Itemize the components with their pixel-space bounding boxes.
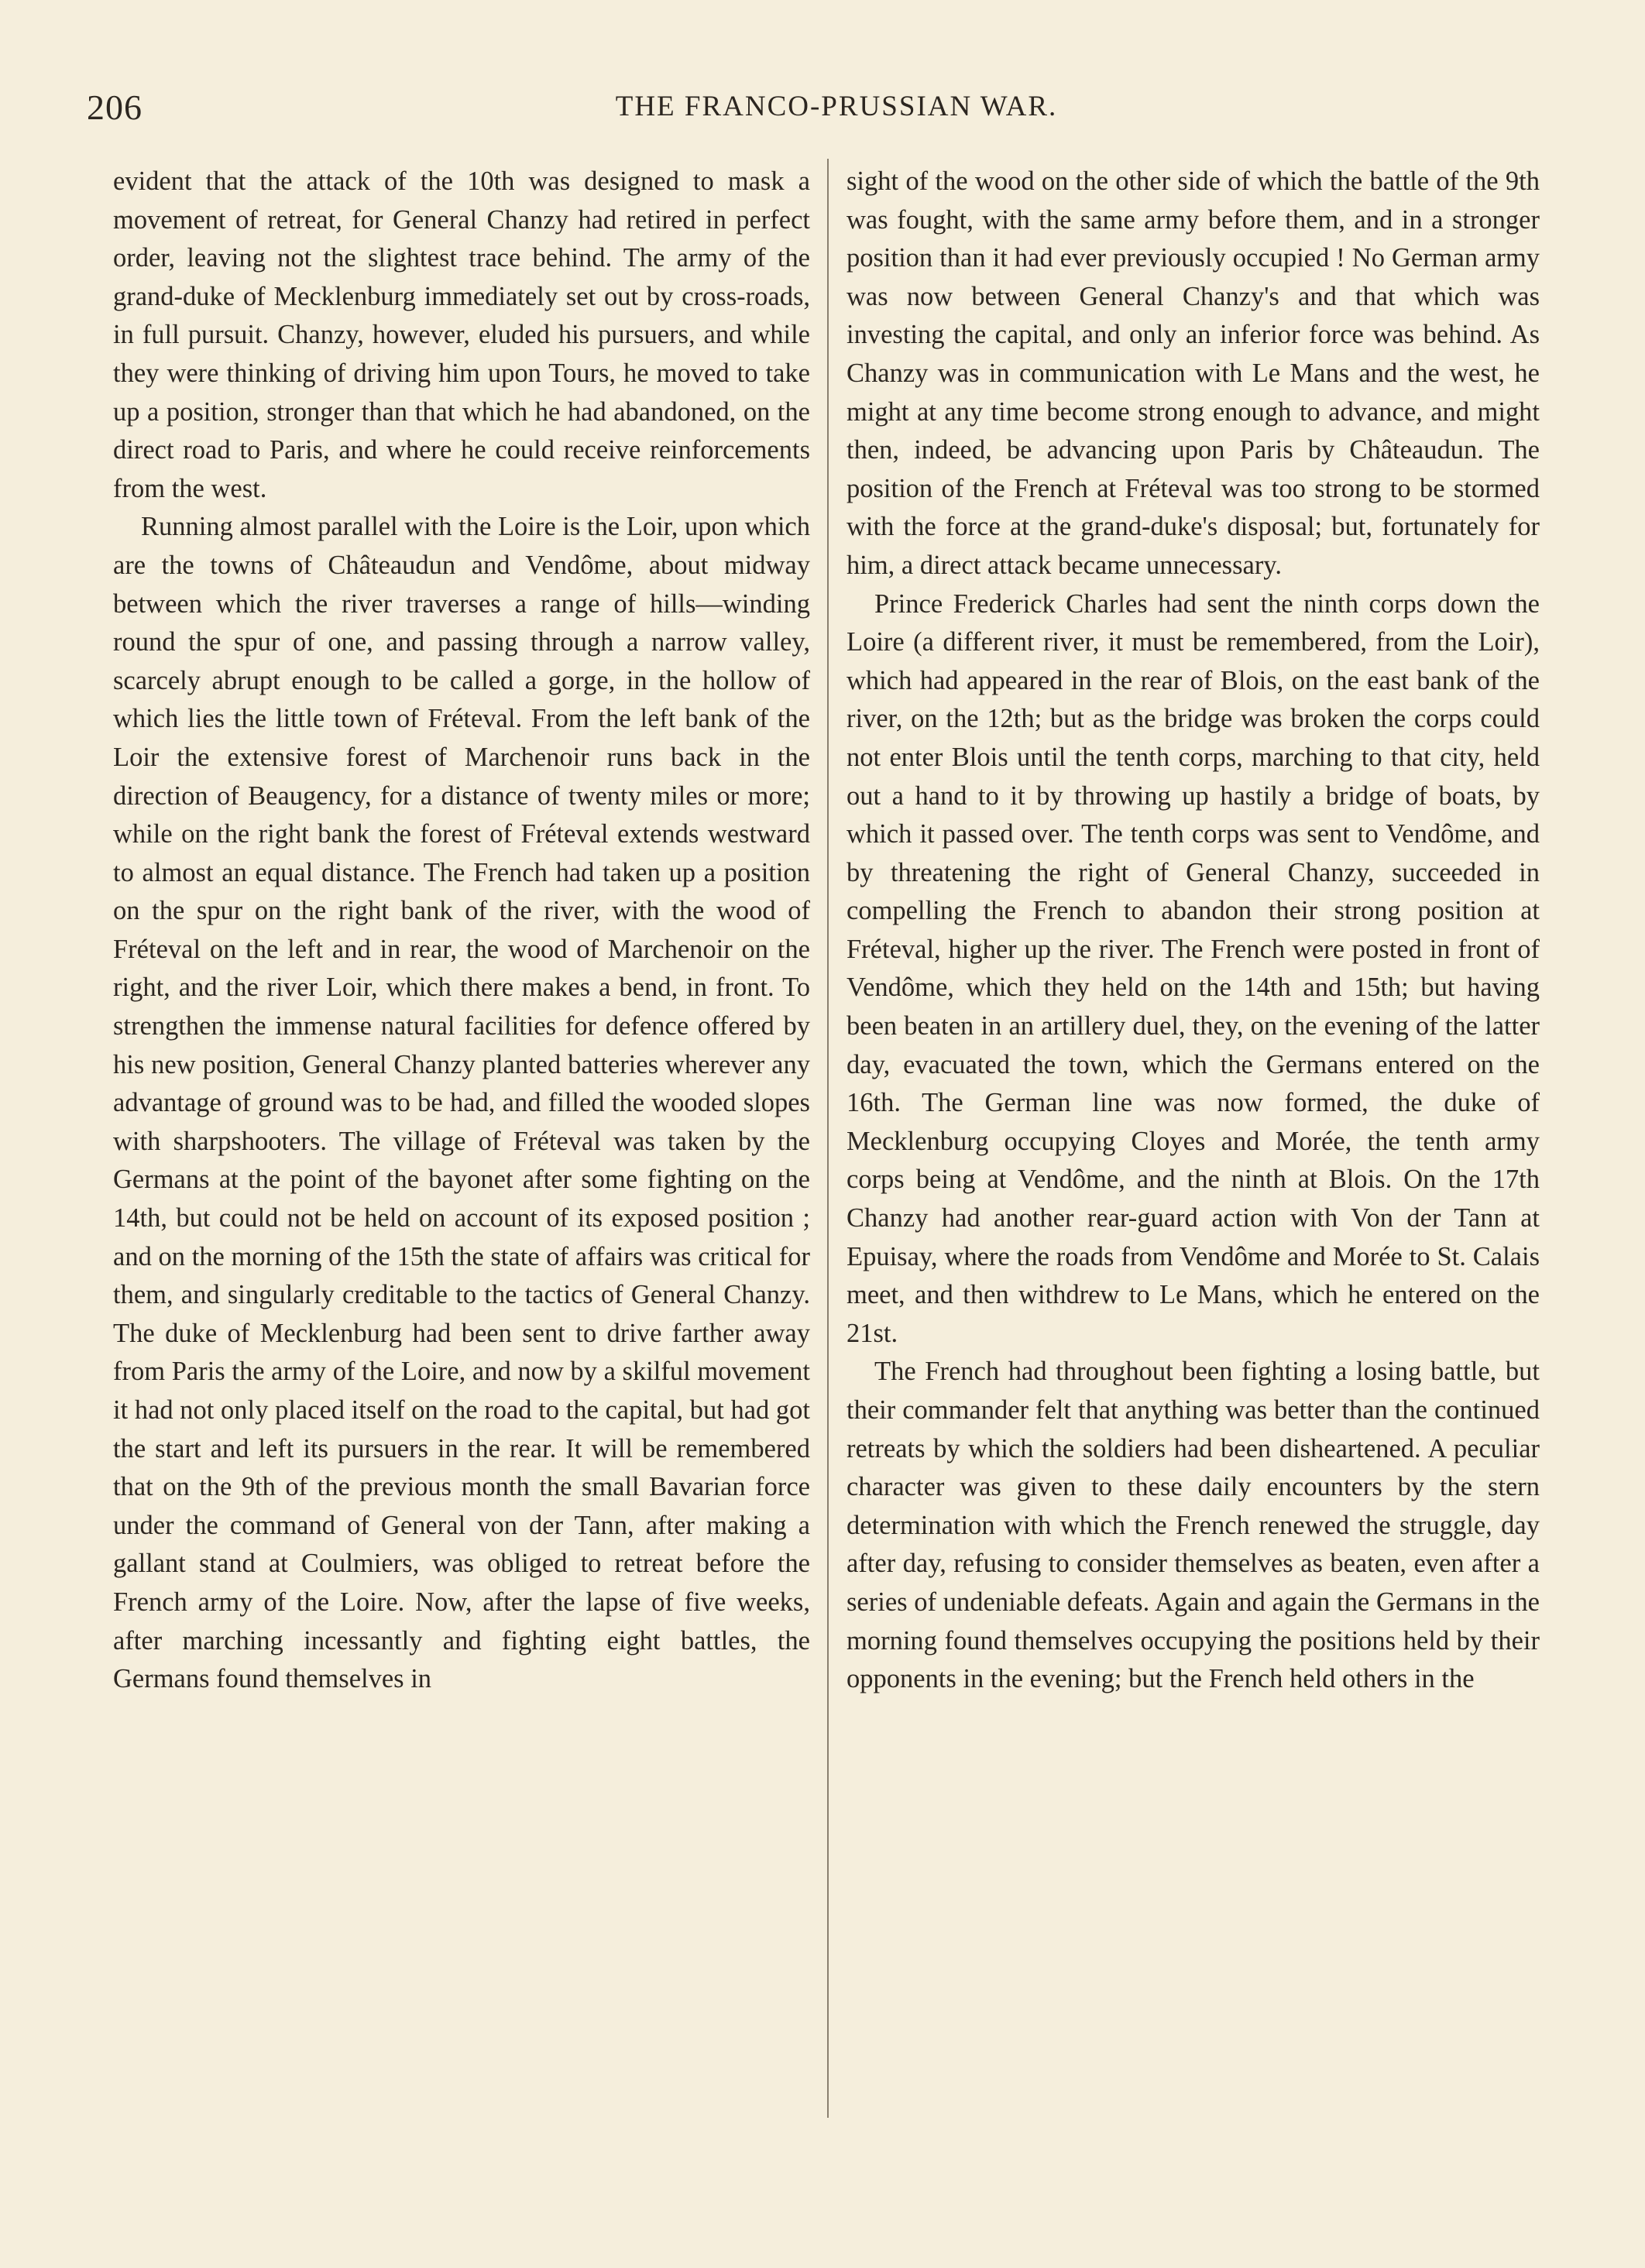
paragraph: The French had throughout been fighting a losing battle, but their commander felt that anything was better than the continued retreats by which the soldiers had been disheartened. A peculiar character was given to these daily encounters by the stern determination with which the French renewed the struggle, day after day, refusing to consider themselves as beaten, even after a series of undeniable defeats. Again and again the Germans in the morning found themselves occupying the positions held by their opponents in the evening; but the French held others in the — [847, 1357, 1540, 1694]
left-column — [113, 163, 810, 1699]
page-header — [87, 87, 1586, 133]
paragraph: Running almost parallel with the Loire is the Loir, upon which are the towns of Châteaudun and Vendôme, about midway between which the river traverses a range of hills—winding round the spur of one, and passing through a narrow valley, scarcely abrupt enough to be called a gorge, in the hollow of which lies the little town of Fréteval. From the left bank of the Loir the extensive forest of Marchenoir runs back in the direction of Beaugency, for a distance of twenty miles or more; while on the right bank the forest of Fréteval extends westward to almost an equal distance. The French had taken up a position on the spur on the right bank of the river, with the wood of Fréteval on the left and in rear, the wood of Marchenoir on the right, and the river Loir, which there makes a bend, in front. To strengthen the immense natural facilities for defence offered by his new position, General Chanzy planted batteries wherever any advantage of ground was to be had, and filled the wooded slopes with sharpshooters. The village of Fréteval was taken by the Germans at the point of the bayonet after some fighting on the 14th, but could not be held on account of its exposed position ; and on the morning of the 15th the state of affairs was critical for them, and singularly creditable to the tactics of General Chanzy. The duke of Mecklenburg had been sent to drive farther away from Paris the army of the Loire, and now by a skilful movement it had not only placed itself on the road to the capital, but had got the start and left its pursuers in the rear. It will be remembered that on the 9th of the previous month the small Bavarian force under the command of General von der Tann, after making a gallant stand at Coulmiers, was obliged to retreat before the French army of the Loire. Now, after the lapse of five weeks, after marching incessantly and fighting eight battles, the Germans found themselves in — [113, 512, 810, 1694]
page-number: 206 — [87, 87, 143, 127]
paragraph: evident that the attack of the 10th was designed to mask a movement of retreat, for General Chanzy had retired in perfect order, leaving not the slightest trace behind. The army of the grand-duke of Mecklenburg immediately set out by cross-roads, in full pursuit. Chanzy, however, eluded his pursuers, and while they were thinking of driving him upon Tours, he moved to take up a position, stronger than that which he had abandoned, on the direct road to Paris, and where he could receive reinforcements from the west. — [113, 166, 810, 503]
right-column — [847, 163, 1540, 1699]
paragraph: sight of the wood on the other side of which the battle of the 9th was fought, with the same army before them, and in a stronger position than it had ever previously occupied ! No German army was now between General Chanzy's and that which was investing the capital, and only an inferior force was behind. As Chanzy was in communication with Le Mans and the west, he might at any time become strong enough to advance, and might then, indeed, be advancing upon Paris by Châteaudun. The position of the French at Fréteval was too strong to be stormed with the force at the grand-duke's disposal; but, fortunately for him, a direct attack became unnecessary. — [847, 166, 1540, 580]
running-title: THE FRANCO-PRUSSIAN WAR. — [615, 91, 1058, 122]
column-divider — [827, 159, 829, 2118]
paragraph: Prince Frederick Charles had sent the ninth corps down the Loire (a different river, it must be remembered, from the Loir), which had appeared in the rear of Blois, on the east bank of the river, on the 12th; but as the bridge was broken the corps could not enter Blois until the tenth corps, marching to that city, held out a hand to it by throwing up hastily a bridge of boats, by which it passed over. The tenth corps was sent to Vendôme, and by threatening the right of General Chanzy, succeeded in compelling the French to abandon their strong position at Fréteval, higher up the river. The French were posted in front of Vendôme, which they held on the 14th and 15th; but having been beaten in an artillery duel, they, on the evening of the latter day, evacuated the town, which the Germans entered on the 16th. The German line was now formed, the duke of Mecklenburg occupying Cloyes and Morée, the tenth army corps being at Vendôme, and the ninth at Blois. On the 17th Chanzy had another rear-guard action with Von der Tann at Epuisay, where the roads from Vendôme and Morée to St. Calais meet, and then withdrew to Le Mans, which he entered on the 21st. — [847, 588, 1540, 1348]
